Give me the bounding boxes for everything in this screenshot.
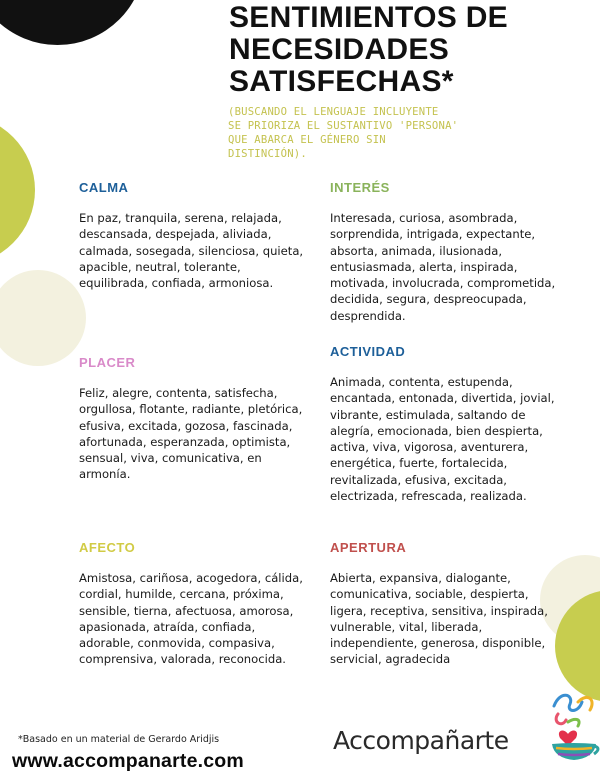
subtitle-line-3: QUE ABARCA EL GÉNERO SIN — [228, 134, 386, 146]
section-text-calma: En paz, tranquila, serena, relajada, descansada, despejada, aliviada, calmada, sosegada, silenciosa, quieta, apacible, neutral, tolerante, equilibrada, confiada, armoniosa. — [79, 211, 304, 291]
subtitle-note — [228, 105, 528, 161]
decorative-circle-cream — [0, 270, 86, 366]
title-line-1: SENTIMIENTOS DE — [229, 1, 508, 34]
subtitle-line-2: SE PRIORIZA EL SUSTANTIVO 'PERSONA' — [228, 120, 459, 132]
footer-note: *Basado en un material de Gerardo Aridjis — [18, 734, 220, 745]
title-line-2: NECESIDADES — [229, 33, 450, 66]
section-calma — [79, 180, 311, 291]
section-heading-interes: INTERÉS — [330, 180, 390, 195]
section-heading-actividad: ACTIVIDAD — [330, 344, 406, 359]
section-text-placer: Feliz, alegre, contenta, satisfecha, orgullosa, flotante, radiante, pletórica, efusiva, excitada, gozosa, fascinada, afortunada, esperanzada, optimista, sensual, viva, comunicativa, en armonía. — [79, 386, 303, 482]
section-afecto — [79, 540, 311, 668]
section-heading-calma: CALMA — [79, 180, 129, 195]
section-text-apertura: Abierta, expansiva, dialogante, comunicativa, sociable, despierta, ligera, receptiva, sensitiva, inspirada, vulnerable, vital, liberada, independiente, generosa, disponible, servicial, agradecida — [330, 571, 548, 667]
section-apertura — [330, 540, 560, 668]
section-heading-placer: PLACER — [79, 355, 136, 370]
website-link[interactable]: www.accompanarte.com — [12, 750, 244, 772]
title-line-3: SATISFECHAS* — [229, 65, 454, 98]
subtitle-line-1: (BUSCANDO EL LENGUAJE INCLUYENTE — [228, 106, 439, 118]
section-actividad — [330, 344, 560, 504]
subtitle-line-4: DISTINCIÓN). — [228, 148, 307, 160]
section-heading-apertura: APERTURA — [330, 540, 407, 555]
decorative-circle-black — [0, 0, 145, 45]
section-heading-afecto: AFECTO — [79, 540, 136, 555]
section-interes — [330, 180, 560, 324]
section-text-actividad: Animada, contenta, estupenda, encantada, entonada, divertida, jovial, vibrante, estimulada, saltando de alegría, emocionada, bien despierta, activa, viva, vigorosa, aventurera, energética, fuerte, fortalecida, revitalizada, efusiva, excitada, electrizada, refrescada, realizada. — [330, 375, 555, 504]
brand-logo-icon — [548, 688, 600, 768]
section-text-interes: Interesada, curiosa, asombrada, sorprendida, intrigada, expectante, absorta, animada, ilusionada, entusiasmada, alerta, inspirada, motivada, involucrada, comprometida, decidida, segura, despreocupada, desprendida. — [330, 211, 556, 323]
brand-name: Accompañarte — [333, 726, 509, 755]
page-title — [229, 2, 569, 98]
decorative-circle-lime — [0, 115, 35, 265]
section-text-afecto: Amistosa, cariñosa, acogedora, cálida, cordial, humilde, cercana, próxima, sensible, tierna, afectuosa, amorosa, apasionada, atraída, confiada, adorable, conmovida, compasiva, comprensiva, valorada, reconocida. — [79, 571, 303, 667]
section-placer — [79, 355, 311, 483]
